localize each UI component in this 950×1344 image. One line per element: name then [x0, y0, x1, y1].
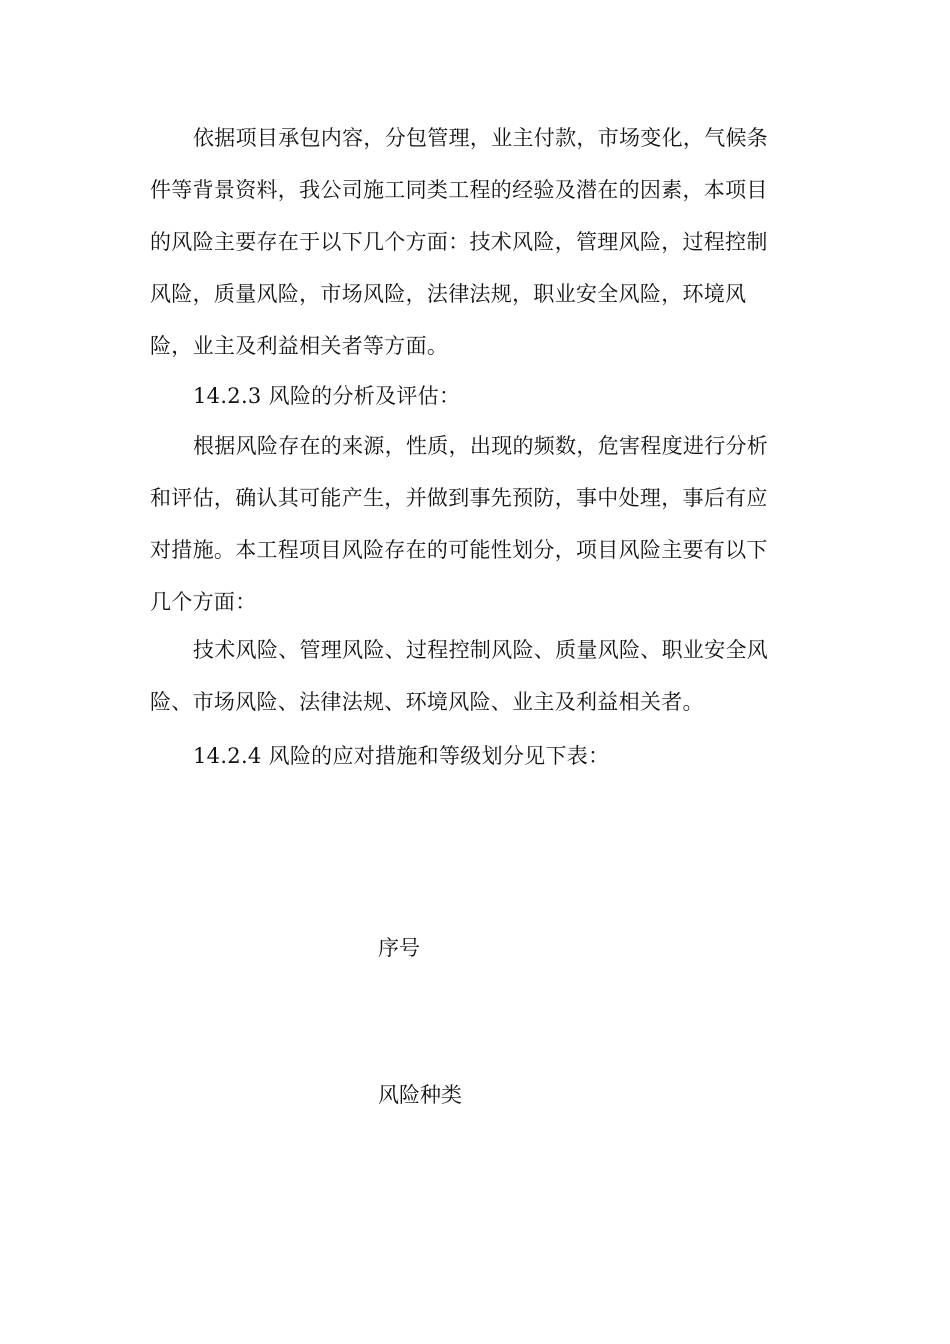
section-heading-analysis — [150, 370, 800, 422]
section-heading-text: 14.2.3 风险的分析及评估： — [193, 384, 461, 408]
paragraph-line: 几个方面： — [150, 590, 257, 614]
table-header-risk-type: 风险种类 — [378, 1083, 462, 1107]
paragraph-line: 险，业主及利益相关者等方面。 — [150, 334, 449, 358]
paragraph-line: 对措施。本工程项目风险存在的可能性划分，项目风险主要有以下 — [150, 538, 768, 562]
paragraph-line: 依据项目承包内容，分包管理，业主付款，市场变化，气候条 — [193, 126, 769, 150]
paragraph-line: 根据风险存在的来源，性质，出现的频数，危害程度进行分析 — [193, 434, 769, 458]
section-heading-measures — [150, 730, 800, 782]
section-heading-text: 14.2.4 风险的应对措施和等级划分见下表： — [193, 744, 610, 768]
paragraph-risk-analysis — [150, 420, 800, 628]
paragraph-line: 技术风险、管理风险、过程控制风险、质量风险、职业安全风 — [193, 638, 769, 662]
paragraph-line: 风险，质量风险，市场风险，法律法规，职业安全风险，环境风 — [150, 282, 747, 306]
paragraph-risk-sources — [150, 112, 800, 372]
paragraph-line: 险、市场风险、法律法规、环境风险、业主及利益相关者。 — [150, 690, 704, 714]
table-header-sequence: 序号 — [378, 936, 420, 960]
paragraph-line: 的风险主要存在于以下几个方面：技术风险，管理风险，过程控制 — [150, 230, 768, 254]
paragraph-line: 件等背景资料，我公司施工同类工程的经验及潜在的因素，本项目 — [150, 178, 768, 202]
paragraph-line: 和评估，确认其可能产生，并做到事先预防，事中处理，事后有应 — [150, 486, 768, 510]
paragraph-risk-list — [150, 624, 800, 728]
